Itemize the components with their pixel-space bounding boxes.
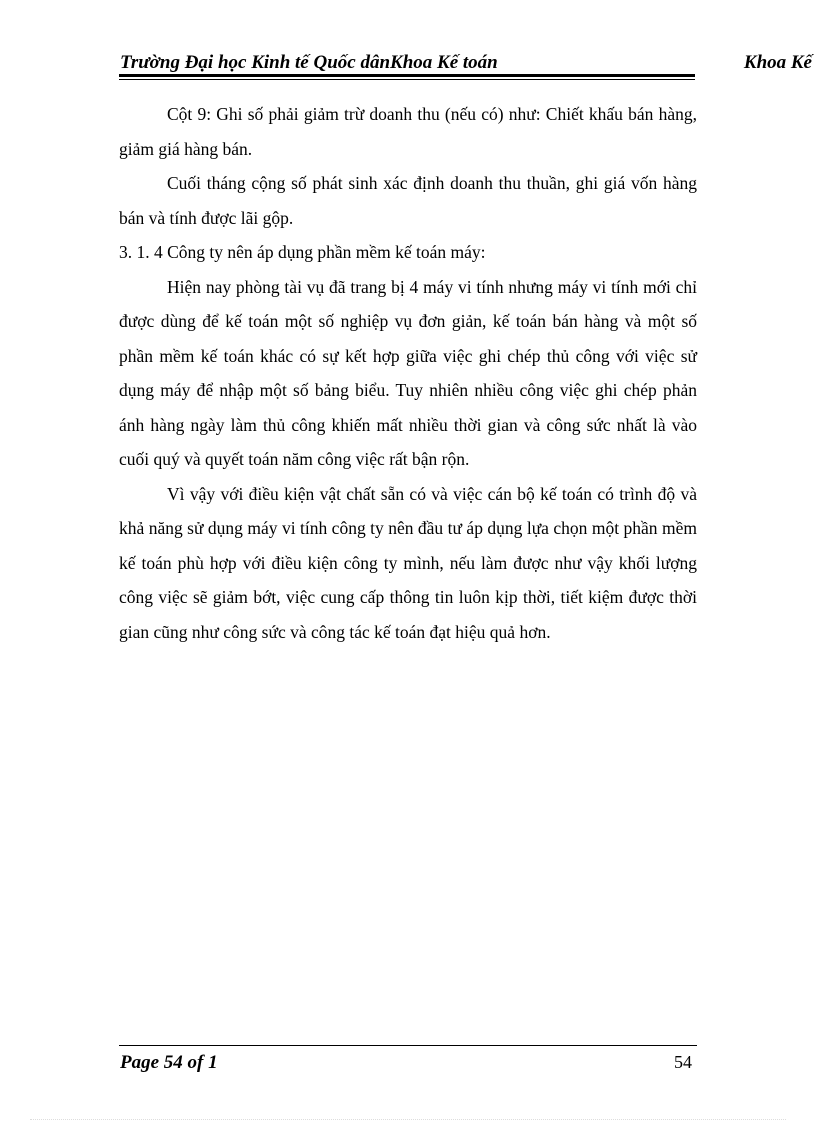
header-rule — [119, 74, 695, 77]
footer-page-number: 54 — [674, 1052, 692, 1072]
page-bottom-divider — [30, 1119, 786, 1120]
paragraph-column-9: Cột 9: Ghi số phải giảm trừ doanh thu (nếu có) như: Chiết khấu bán hàng, giảm giá hàng bán. — [119, 104, 697, 159]
paragraph-current-situation: Hiện nay phòng tài vụ đã trang bị 4 máy vi tính nhưng máy vi tính mới chỉ được dùng để kế toán một số nghiệp vụ đơn giản, kế toán bán hàng và một số phần mềm kế toán khác có sự kết hợp giữa việc ghi chép thủ công với việc sử dụng máy để nhập một số bảng biểu. Tuy nhiên nhiều công việc ghi chép phản ánh hàng ngày làm thủ công khiến mất nhiều thời gian và công sức nhất là vào cuối quý và quyết toán năm công việc rất bận rộn. — [119, 276, 697, 469]
document-body — [119, 97, 697, 649]
footer-rule — [119, 1045, 697, 1046]
paragraph-month-end: Cuối tháng cộng số phát sinh xác định doanh thu thuần, ghi giá vốn hàng bán và tính được lãi gộp. — [119, 173, 697, 228]
section-heading: 3. 1. 4 Công ty nên áp dụng phần mềm kế toán máy: — [119, 242, 486, 262]
paragraph-recommendation: Vì vậy với điều kiện vật chất sẵn có và việc cán bộ kế toán có trình độ và khả năng sử dụng máy vi tính công ty nên đầu tư áp dụng lựa chọn một phần mềm kế toán phù hợp với điều kiện công ty mình, nếu làm được như vậy khối lượng công việc sẽ giảm bớt, việc cung cấp thông tin luôn kịp thời, tiết kiệm được thời gian cũng như công sức và công tác kế toán đạt hiệu quả hơn. — [119, 483, 697, 642]
header-right-title: Khoa Kế — [743, 52, 812, 73]
footer-page-label: Page 54 of 1 — [120, 1052, 218, 1073]
header-rule-thin — [119, 79, 695, 80]
header-title: Trường Đại học Kinh tế Quốc dânKhoa Kế toán — [120, 52, 498, 73]
